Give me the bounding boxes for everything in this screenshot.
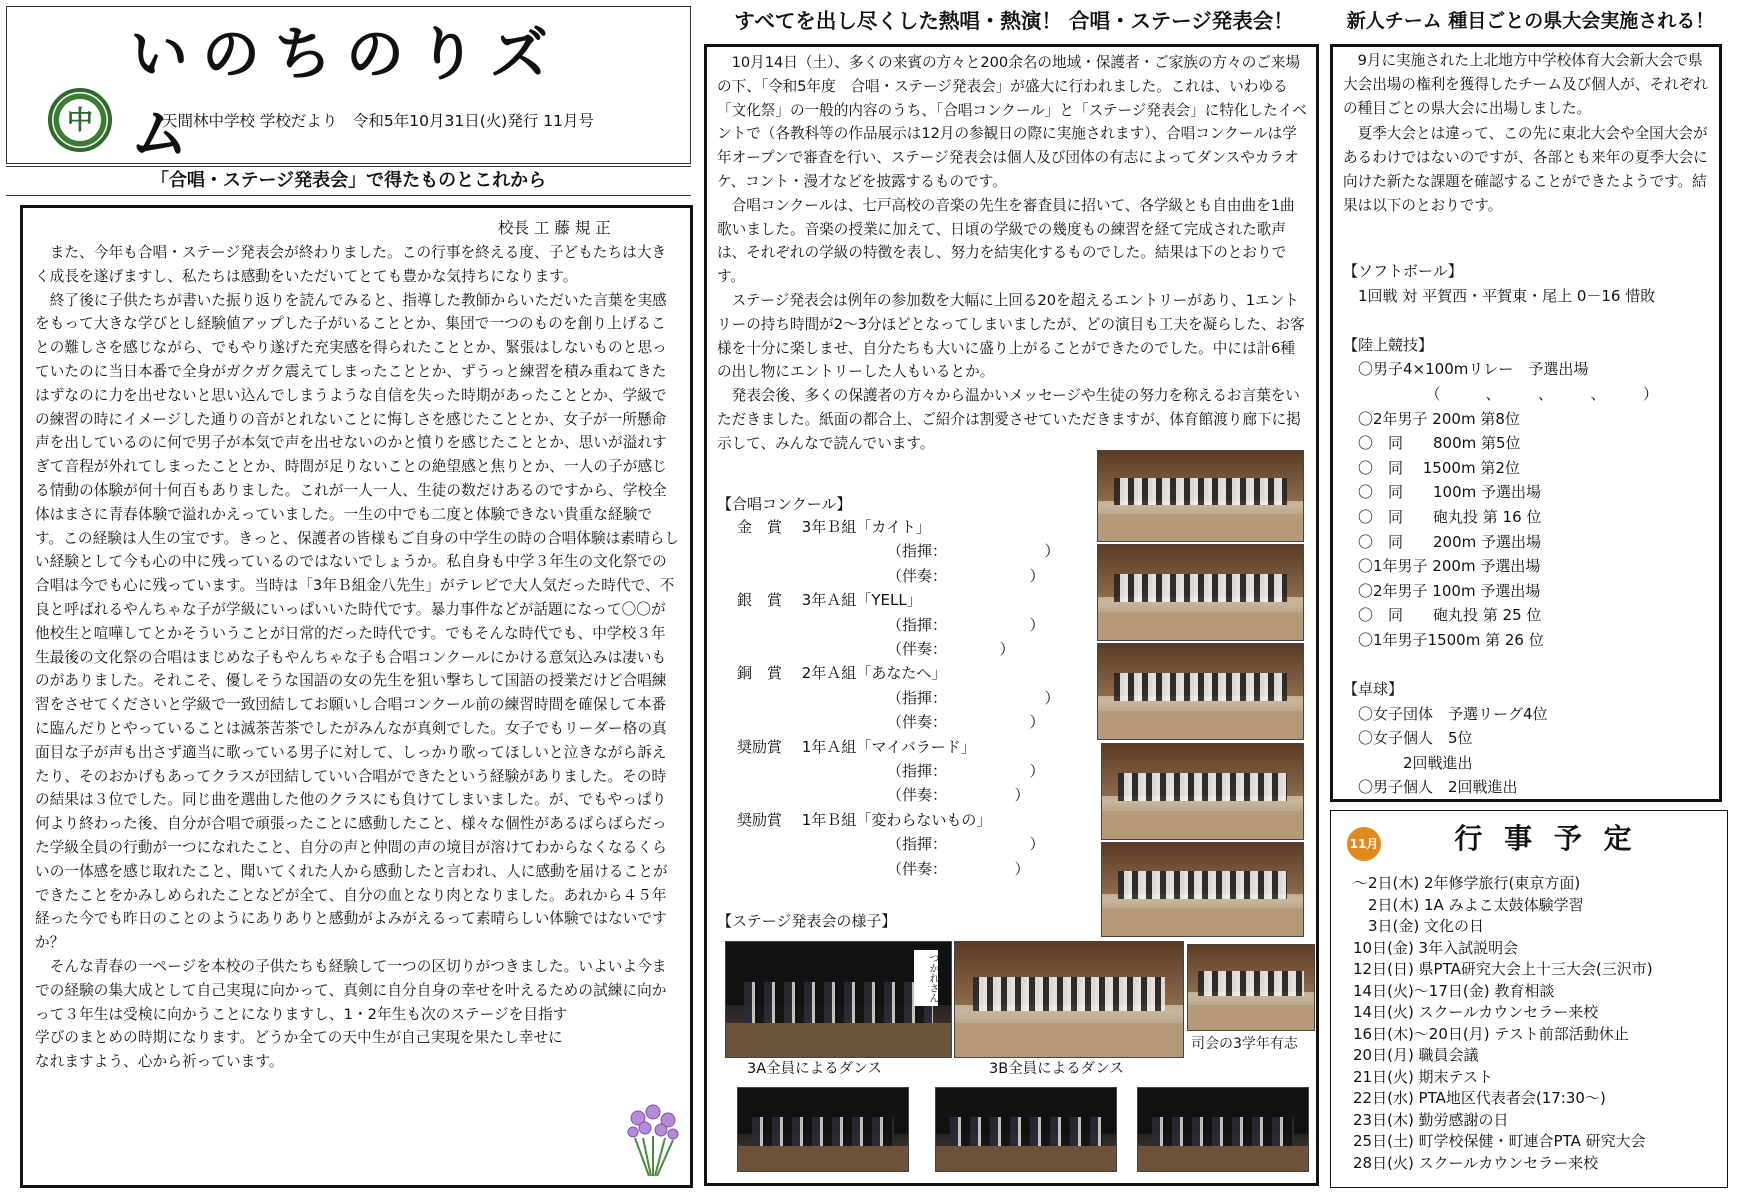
award-conductor: （指揮： ） [887, 615, 1045, 634]
choir-photo-1b [1101, 842, 1304, 937]
stage-heading: 【ステージ発表会の様子】 [717, 912, 897, 930]
schedule-item: 2日(木) 1A みよこ太鼓体験学習 [1353, 895, 1584, 914]
award-class-song: 1年Ａ組「マイバラード」 [801, 737, 976, 756]
right-article-box [1330, 44, 1722, 802]
schedule-item: 20日(月) 職員会議 [1353, 1046, 1479, 1064]
award-entry [737, 588, 1067, 612]
month-badge-text: 11月 [1349, 837, 1379, 851]
middle-headline: すべてを出し尽くした熱唱・熱演！ 合唱・ステージ発表会！ [734, 9, 1294, 33]
school-info-line: 天間林中学校 学校だより 令和5年10月31日(火)発行 11月号 [162, 112, 594, 130]
sports-results: 【ソフトボール】 1回戦 対 平賀西・平賀東・尾上 0－16 惜敗 【陸上競技】 〇男子4×100mリレー 予選出場 （ 、 、 、 ） 〇2年男子 200m 第8位 〇 同 800m 第5位 〇 同 1500m 第2位 〇 同 100m 予選出場 〇 同 砲丸投 第 16 位 〇 同 200m 予選出場 〇1年男子 200m 予選出場 〇2年男子 100m 予選出場 〇 同 砲丸投 第 25 位 〇1年男子1500m 第 26 位 【卓球】 〇女子団体 予選リーグ4位 〇女子個人 5位 2回戦進出 〇男子個人 2回戦進出 [1343, 262, 1659, 797]
schedule-item: 21日(火) 期末テスト [1353, 1067, 1493, 1086]
award-pianist: （伴奏： ） [887, 786, 1030, 805]
award-prize: 奨励賞 [737, 737, 783, 756]
award-conductor: （指揮： ） [887, 762, 1045, 781]
newsletter-title: いのちのりズム [130, 20, 563, 168]
choir-photo-1a [1101, 743, 1304, 840]
award-class-song: 2年Ａ組「あなたへ」 [801, 664, 947, 683]
schedule-title: 行 事 予 定 [1454, 822, 1638, 855]
award-entry [737, 515, 1067, 539]
schedule-item: 3日(金) 文化の日 [1353, 917, 1485, 935]
flower-illustration [613, 1098, 693, 1178]
award-entry [737, 661, 1067, 685]
schedule-item: 16日(木)～20日(月) テスト前部活動休止 [1353, 1024, 1629, 1043]
contest-heading: 【合唱コンクール】 [717, 495, 852, 513]
stage-photo-dance-2 [935, 1087, 1117, 1172]
award-prize: 奨励賞 [737, 810, 783, 829]
award-pianist: （伴奏： ） [887, 640, 1015, 659]
schedule-item: 28日(火) スクールカウンセラー来校 [1353, 1153, 1599, 1172]
schedule-item: 14日(火)～17日(金) 教育相談 [1353, 981, 1555, 1000]
award-pianist: （伴奏： ） [887, 859, 1030, 878]
right-intro: 9月に実施された上北地方中学校体育大会新大会で県大会出場の権利を獲得したチーム及び個人が、それぞれの種目ごとの県大会に出場しました。 夏季大会とは違って、この先に東北大会や全国大会があるわけではないのですが、各部とも来年の夏季大会に向けた新たな課題を確認することができたようです。結果は以下のとおりです。 [1343, 52, 1708, 215]
choir-photo-3b [1097, 450, 1304, 542]
schedule-item: 12日(日) 県PTA研究大会上十三大会(三沢市) [1353, 960, 1653, 978]
stage-photo-3b-dance [954, 941, 1184, 1058]
stage-photo-emcees [1187, 944, 1315, 1031]
award-prize: 金 賞 [737, 518, 783, 536]
choir-photo-3a [1097, 544, 1304, 641]
award-class-song: 3年Ｂ組「カイト」 [801, 518, 931, 536]
principal-message: また、今年も合唱・ステージ発表会が終わりました。この行事を終える度、子どもたちは大きく成長を遂げますし、私たちは感動をいただいてとても豊かな気持ちになります。 終了後に子供たちが書いた振り返りを読んでみると、指導した教師からいただいた言葉を実感をもって大きな学びとし経験値アップした子がいることとか、集団で一つのものを創り上げることの難しさを感じながら、でもやり遂げた充実感を得られたこととか、緊張はしないものと思っていたのに当日本番で全身がガクガク震えてしまったこととか、ずうっと練習を積み重ねてきたはずなのに力を出せないと思い込んでしまうような自信を失った時期があったこととか、学級での練習の時にイメージした通りの音がとれないことに悔しさを感じたこととか、女子が一所懸命声を出しているのに何で男子が本気で声を出せないのかと憤りを感じたこととか、思いが溢れすぎて音程が外れてしまったこととか、時間が足りないことの絶望感と焦りとか、一人の子が感じる情動の体験が何十何百もありました。これが一人一人、生徒の数だけあるのですから、学校全体はまさに青春体験で溢れかえっていました。一生の中でも二度と体験できない貴重な経験です。この経験は人生の宝です。きっと、保護者の皆様もご自身の中学生の時の合唱体験は素晴らしい経験として今も心の中に残っているのではないでしょうか。私自身も中学３年生の文化祭での合唱は今でも心に残っています。当時は「3年Ｂ組金八先生」がテレビで大人気だった時代で、不良と呼ばれるやんちゃな子が学級にいっぱいいた時代です。暴力事件などが話題になって〇〇が他校生と喧嘩してとかそういうことが日常的だった時代です。でもそんな時代でも、中学校３年生最後の文化祭の合唱はまじめな子もやんちゃな子も合唱コンクールにかける意気込みは凄いものがありました。それこそ、優しそうな国語の女の先生を狙い撃ちして国語の授業だけど合唱練習をさせてくださいと学級で一致団結してお願いし合唱コンクール前の練習時間を確保して本番に臨んだりとやっていることは滅茶苦茶でしたがみんなが真剣でした。女子でもリーダー格の真面目な子が声も出さず適当に歌っている男子に対して、しっかり歌ってほしいと泣きながら訴えたり、そのおかげもあってクラスが団結していい合唱ができたという経験がありました。その時の結果は３位でした。同じ曲を選曲した他のクラスにも負けてしまいました。が、でもやっぱり何より終わった後、自分が合唱で頑張ったことに感動したこと、様々な個性があるばらばらだった学級全員の行動が一つになれたこと、自分の声と仲間の声の境目が溶けてわからなくなるくらいの一体感を感じ取れたこと、聞いてくれた人から感動したと言われ、人に感動を届けることができたことをかみしめられたことなどが全て、自分の血となり肉となりました。あれから４５年経った今でも昨日のことのようにありありと感動がよみがえるって素晴らしい体験ではないですか？ そんな青春の一ページを本校の子供たちも経験して一つの区切りがつきました。いよいよ今までの経験の集大成として自己実現に向かって、真剣に自分自身の幸せを叶えるための試練に向かって３年生は受検に向かうことになりますし、1・2年生も次のステージを目指す 学びのまとめの時期になります。どうか全ての天中生が自己実現を果たし幸せに なれますよう、心から祈っています。 [35, 244, 680, 1071]
award-conductor: （指揮： ） [887, 688, 1060, 707]
award-prize: 銅 賞 [737, 664, 783, 683]
emcee-sign: つかれさん [914, 950, 938, 1006]
awards-list [737, 515, 1067, 881]
schedule-item: 10日(金) 3年入試説明会 [1353, 938, 1519, 957]
right-headline: 新人チーム 種目ごとの県大会実施される！ [1346, 10, 1715, 32]
schedule-item: 14日(火) スクールカウンセラー来校 [1353, 1003, 1599, 1021]
caption-3b: 3B全員によるダンス [989, 1061, 1124, 1077]
award-class-song: 3年Ａ組「YELL」 [801, 591, 922, 610]
schedule-item: 23日(木) 勤労感謝の日 [1353, 1110, 1509, 1129]
left-article-box [20, 205, 693, 1188]
award-pianist: （伴奏： ） [887, 566, 1045, 585]
award-conductor: （指揮： ） [887, 542, 1060, 561]
principal-name: 校長 工 藤 規 正 [498, 219, 611, 237]
schedule-box [1330, 810, 1728, 1188]
stage-photo-3a-dance [725, 941, 952, 1058]
middle-article-box [704, 44, 1319, 1186]
school-emblem-icon [48, 88, 112, 152]
stage-photo-dance-3 [1137, 1087, 1309, 1172]
award-pianist: （伴奏： ） [887, 713, 1045, 732]
award-entry [737, 735, 1067, 759]
schedule-list [1353, 873, 1723, 1174]
choir-photo-2a [1097, 643, 1304, 740]
schedule-item: 22日(水) PTA地区代表者会(17:30～) [1353, 1089, 1606, 1107]
award-entry [737, 808, 1067, 832]
left-article-heading: 「合唱・ステージ発表会」で得たものとこれから [150, 170, 547, 191]
award-prize: 銀 賞 [737, 591, 783, 610]
award-conductor: （指揮： ） [887, 835, 1045, 854]
middle-intro: 10月14日（土）、多くの来賓の方々と200余名の地域・保護者・ご家族の方々のご来場の下、「令和5年度 合唱・ステージ発表会」が盛大に行われました。これは、いわゆる「文化祭」の一般的内容のうち、「合唱コンクール」と「ステージ発表会」に特化したイベントで（各教科等の作品展示は12月の参観日の際に実施されます）、合唱コンクールは学年オープンで審査を行い、ステージ発表会は個人及び団体の有志によってダンスやカラオケ、コント・漫才などを披露するものです。 合唱コンクールは、七戸高校の音楽の先生を審査員に招いて、各学級とも自由曲を1曲歌いました。音楽の授業に加えて、日頃の学級での幾度もの練習を経て完成された歌声は、それぞれの学級の特徴を表し、努力を結実化するものでした。結果は下のとおりです。 ステージ発表会は例年の参加数を大幅に上回る20を超えるエントリーがあり、1エントリーの持ち時間が2～3分ほどとなってしまいましたが、どの演目も工夫を凝らした、お客様を十分に楽しませ、自分たちも大いに盛り上がることができたのでした。中には計6種の出し物にエントリーした人もいるとか。 発表会後、多くの保護者の方々から温かいメッセージや生徒の努力を称えるお言葉をいただきました。紙面の都合上、ご紹介は割愛させていただきますが、体育館渡り廊下に掲示して、みんなで読んでいます。 [717, 54, 1307, 452]
caption-3a: 3A全員によるダンス [747, 1061, 882, 1077]
emblem-char: 中 [66, 106, 93, 136]
award-class-song: 1年Ｂ組「変わらないもの」 [801, 810, 992, 829]
month-badge-icon [1347, 827, 1381, 861]
schedule-item: ～2日(木) 2年修学旅行(東京方面) [1353, 874, 1581, 892]
schedule-item: 25日(土) 町学校保健・町連合PTA 研究大会 [1353, 1132, 1646, 1150]
stage-photo-dance-1 [737, 1087, 909, 1172]
caption-emcee: 司会の3学年有志 [1191, 1036, 1298, 1052]
